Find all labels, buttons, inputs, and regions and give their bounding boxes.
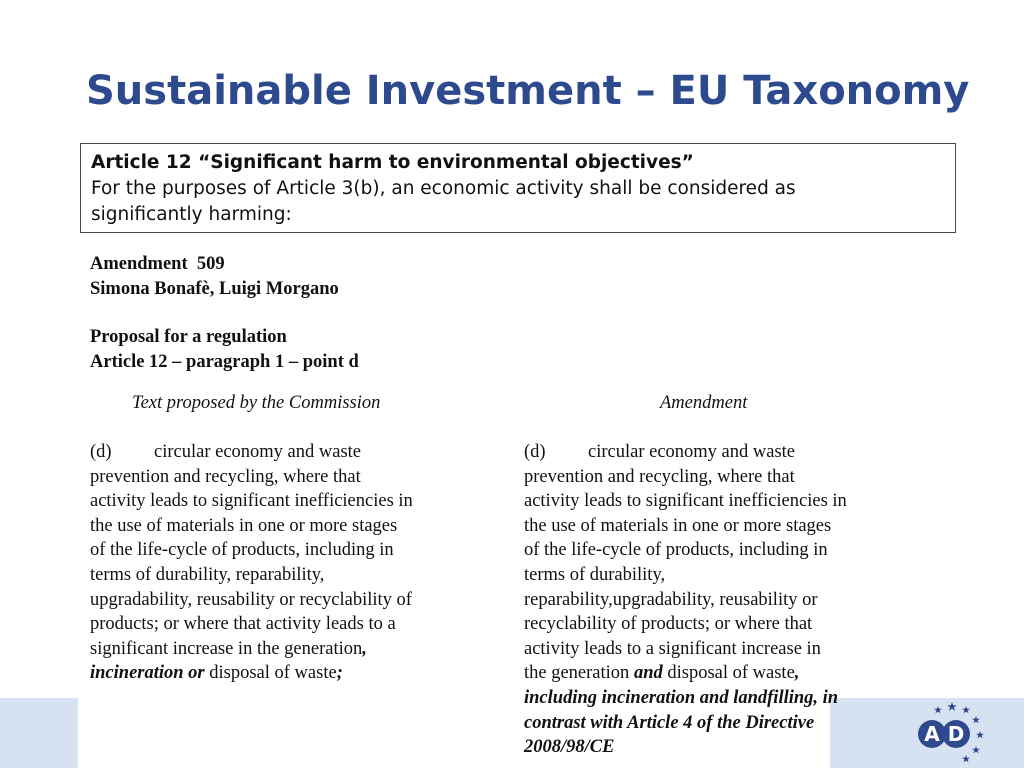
text-line: 2008/98/CE [524,737,615,758]
text-line: terms of durability, [524,564,666,585]
text-line: including incineration and landfilling, in [524,687,839,708]
commission-text-column [90,440,480,686]
amendment-text-column [524,440,914,760]
amendment-number: Amendment 509 [90,254,225,274]
text-line: prevention and recycling, where that [524,466,795,487]
amendment-authors: Simona Bonafè, Luigi Morgano [90,278,339,299]
text-line: activity leads to significant inefficiencies in [524,491,847,512]
article-heading: Article 12 “Significant harm to environmental objectives” [91,152,694,173]
text-line: prevention and recycling, where that [90,466,361,487]
text-line: incineration or disposal of waste; [90,663,343,684]
text-line: of the life-cycle of products, including in [524,540,828,561]
article-reference: Article 12 – paragraph 1 – point d [90,351,359,372]
article-body-line-1: For the purposes of Article 3(b), an economic activity shall be considered as [91,178,796,199]
right-column-heading: Amendment [660,393,748,413]
article-box [80,143,956,233]
logo-letter-d: D [947,722,965,746]
slide-title: Sustainable Investment – EU Taxonomy [86,68,970,114]
left-column-heading: Text proposed by the Commission [132,393,381,413]
text-line: (d) circular economy and waste [524,440,914,465]
text-line: activity leads to significant inefficiencies in [90,491,413,512]
text-line: the use of materials in one or more stages [524,515,832,536]
text-line: (d) circular economy and waste [90,440,480,465]
text-line: products; or where that activity leads to a [90,614,396,635]
point-label: (d) [90,442,112,462]
text-line: reparability,upgradability, reusability or [524,589,818,610]
text-line: activity leads to a significant increase in [524,638,821,659]
logo-letter-a: A [924,722,940,746]
article-body-line-2: significantly harming: [91,204,292,225]
text-line: the use of materials in one or more stages [90,515,398,536]
text-line: the generation and disposal of waste, [524,663,800,684]
point-label: (d) [524,442,546,462]
amendment-document [90,252,910,374]
text-line: contrast with Article 4 of the Directive [524,712,815,733]
text-line: terms of durability, reparability, [90,564,325,585]
eu-stars-logo-icon [914,700,990,764]
text-line: significant increase in the generation, [90,638,367,659]
text-line: recyclability of products; or where that [524,614,813,635]
text-line: of the life-cycle of products, including in [90,540,394,561]
text-line: upgradability, reusability or recyclability of [90,589,412,610]
proposal-label: Proposal for a regulation [90,327,287,348]
